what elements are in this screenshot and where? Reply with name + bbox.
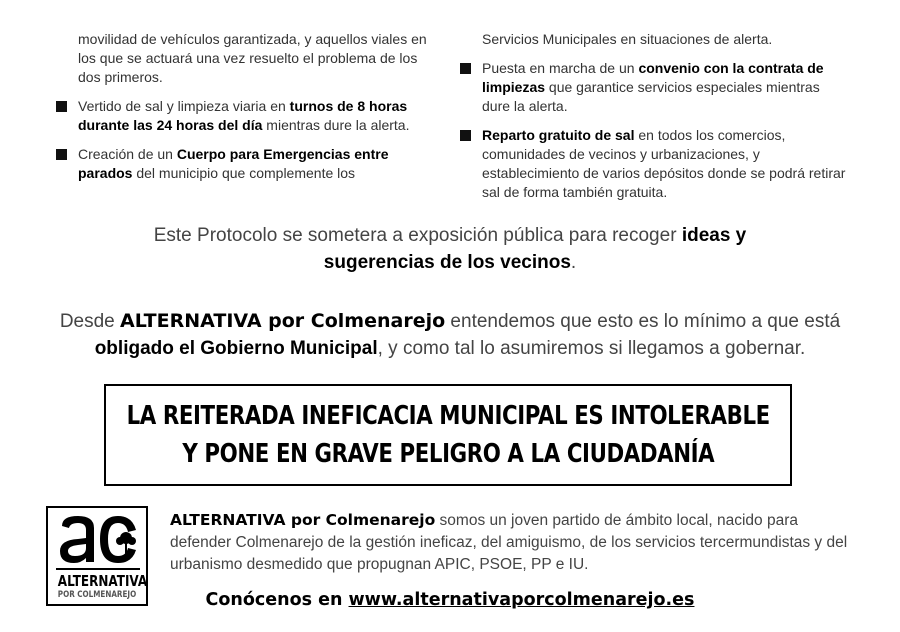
left-column <box>56 30 428 193</box>
ac-tree-logo-icon <box>48 508 146 578</box>
website-link[interactable]: www.alternativaporcolmenarejo.es <box>348 590 695 610</box>
brand-name: ALTERNATIVA por Colmenarejo <box>170 511 436 529</box>
square-bullet-icon <box>460 130 471 141</box>
right-column <box>460 30 850 212</box>
left-paragraph-continuation: movilidad de vehículos garantizada, y aquellos viales en los que se actuará una vez resuelto el problema de los dos primeros. <box>78 31 427 85</box>
headline-line-1: LA REITERADA INEFICACIA MUNICIPAL ES INTOLERABLE <box>126 401 770 431</box>
protocol-paragraph: Este Protocolo se sometera a exposición pública para recoger ideas y sugerencias de los vecinos. <box>153 225 747 273</box>
contact-line: Conócenos en www.alternativaporcolmenarejo.es <box>205 590 695 610</box>
right-bullet-item-free-salt: Reparto gratuito de sal en todos los comercios, comunidades de vecinos y urbanizaciones, y establecimiento de varios depósitos donde se podrá retirar sal de forma también gratuita. <box>460 126 850 202</box>
headline-box <box>104 384 792 486</box>
brand-name: ALTERNATIVA por Colmenarejo <box>120 310 446 332</box>
square-bullet-icon <box>56 101 67 112</box>
logo-wordmark: ALTERNATIVA <box>57 572 148 590</box>
headline-line-2: Y PONE EN GRAVE PELIGRO A LA CIUDADANÍA <box>182 439 714 469</box>
left-bullet-item-salt: Vertido de sal y limpieza viaria en turnos de 8 horas durante las 24 horas del día mientras dure la alerta. <box>56 97 428 135</box>
square-bullet-icon <box>56 149 67 160</box>
logo-tagline: POR COLMENAREJO <box>57 590 137 600</box>
right-bullet-item-cleaning: Puesta en marcha de un convenio con la contrata de limpiezas que garantice servicios especiales mientras dure la alerta. <box>460 59 850 116</box>
left-bullet-item-emergency-corps: Creación de un Cuerpo para Emergencias entre parados del municipio que complemente los <box>56 145 428 183</box>
right-paragraph-continuation: Servicios Municipales en situaciones de alerta. <box>482 31 773 47</box>
square-bullet-icon <box>460 63 471 74</box>
statement-paragraph: Desde ALTERNATIVA por Colmenarejo entendemos que esto es lo mínimo a que está obligado el Gobierno Municipal, y como tal lo asumiremos si llegamos a gobernar. <box>59 310 841 359</box>
about-paragraph: ALTERNATIVA por Colmenarejo somos un joven partido de ámbito local, nacido para defender Colmenarejo de la gestión ineficaz, del amiguismo, de los servicios tercermundistas y del urbanismo desmedido que propugnan APIC, PSOE, PP e IU. <box>170 511 848 573</box>
